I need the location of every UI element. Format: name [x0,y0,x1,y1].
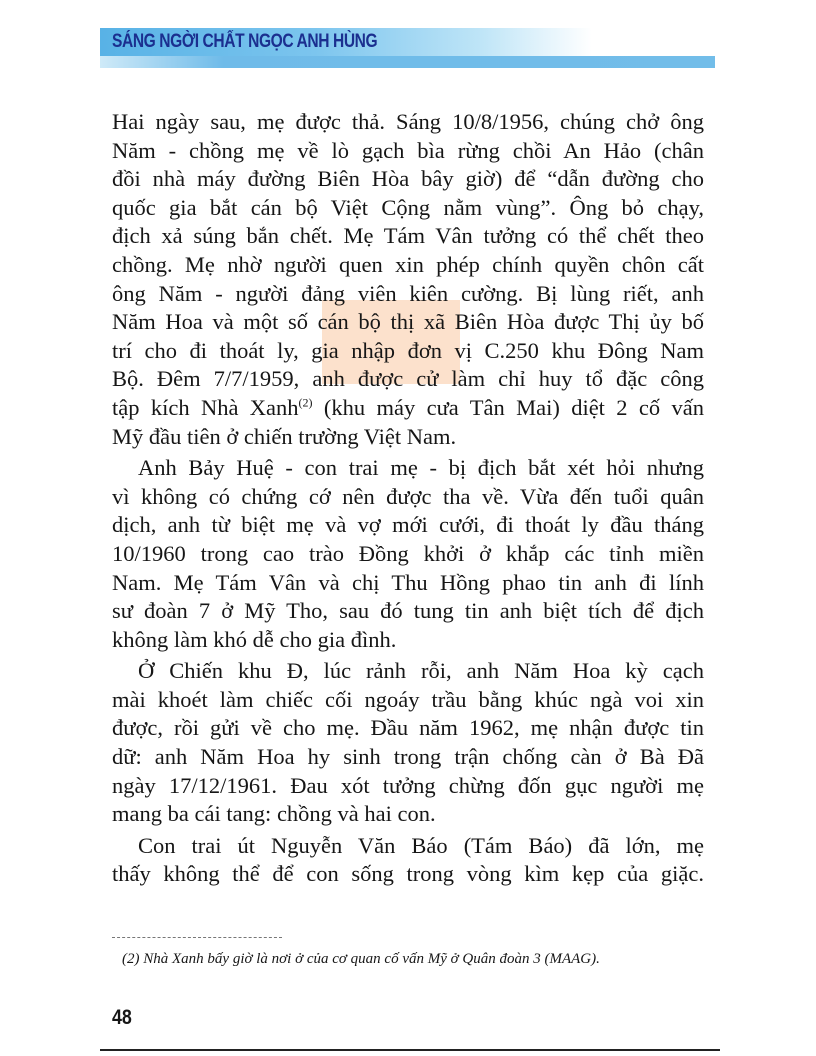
body-text [112,108,704,892]
text-line: Ở Chiến khu Đ, lúc rảnh rỗi, anh Năm Hoa kỳ cạch [138,658,704,684]
text-line: dữ: anh Năm Hoa hy sinh trong trận chống càn ở Bà Đã [112,744,704,770]
text-segment: tập kích Nhà Xanh [112,394,299,420]
footnote-divider [112,937,282,938]
text-line: mang ba cái tang: chồng và hai con. [112,801,436,827]
text-line: 10/1960 trong cao trào Đồng khởi ở khắp các tỉnh miền [112,540,704,566]
paragraph [112,832,704,889]
paragraph [112,657,704,829]
text-line: không làm khó dễ cho gia đình. [112,626,397,652]
text-line: ông Năm - người đảng viên kiên cường. Bị lùng riết, anh [112,280,704,306]
text-line: Mỹ đầu tiên ở chiến trường Việt Nam. [112,423,457,449]
page-number: 48 [112,1006,132,1029]
footnote: (2) Nhà Xanh bấy giờ là nơi ở của cơ quan cố vấn Mỹ ở Quân đoàn 3 (MAAG). [122,951,600,967]
text-line: Năm Hoa và một số cán bộ thị xã Biên Hòa được Thị ủy bố [112,309,704,335]
text-line: chồng. Mẹ nhờ người quen xin phép chính quyền chôn cất [112,251,704,277]
text-line: ngày 17/12/1961. Đau xót tưởng chừng đốn gục người mẹ [112,772,704,798]
text-line: được, rồi gửi về cho mẹ. Đầu năm 1962, mẹ nhận được tin [112,715,704,741]
text-line: sư đoàn 7 ở Mỹ Tho, sau đó tung tin anh biệt tích để địch [112,598,704,624]
header-stripe [100,56,715,68]
paragraph [112,454,704,654]
text-line: Bộ. Đêm 7/7/1959, anh được cử làm chỉ huy tổ đặc công [112,366,704,392]
footnote-reference: (2) [298,395,313,410]
text-line: thấy không thể để con sống trong vòng kìm kẹp của giặc. [112,861,704,887]
text-line: quốc gia bắt cán bộ Việt Cộng nằm vùng”. Ông bỏ chạy, [112,194,704,220]
text-line: Nam. Mẹ Tám Vân và chị Thu Hồng phao tin anh đi lính [112,569,704,595]
running-header-title: SÁNG NGỜI CHẤT NGỌC ANH HÙNG [112,31,378,52]
paragraph [112,108,704,451]
text-line: địch xả súng bắn chết. Mẹ Tám Vân tưởng có thể chết theo [112,223,704,249]
text-line: mài khoét làm chiếc cối ngoáy trầu bằng khúc ngà voi xin [112,686,704,712]
text-line: đồi nhà máy đường Biên Hòa bây giờ) để “dẫn đường cho [112,166,704,192]
text-line: Hai ngày sau, mẹ được thả. Sáng 10/8/1956, chúng chở ông [112,109,704,134]
text-line: Con trai út Nguyễn Văn Báo (Tám Báo) đã lớn, mẹ [138,832,704,858]
text-line: vì không có chứng cớ nên được tha về. Vừa đến tuổi quân [112,483,704,509]
text-line: Năm - chồng mẹ về lò gạch bìa rừng chồi An Hảo (chân [112,137,704,163]
text-line: dịch, anh từ biệt mẹ và vợ mới cưới, đi thoát ly đầu tháng [112,512,704,538]
text-line: trí cho đi thoát ly, gia nhập đơn vị C.250 khu Đông Nam [112,337,704,363]
text-segment: (khu máy cưa Tân Mai) diệt 2 cố vấn [312,394,704,420]
text-line [112,394,704,423]
text-line: Anh Bảy Huệ - con trai mẹ - bị địch bắt xét hỏi nhưng [138,455,704,481]
bottom-rule [100,1049,720,1051]
